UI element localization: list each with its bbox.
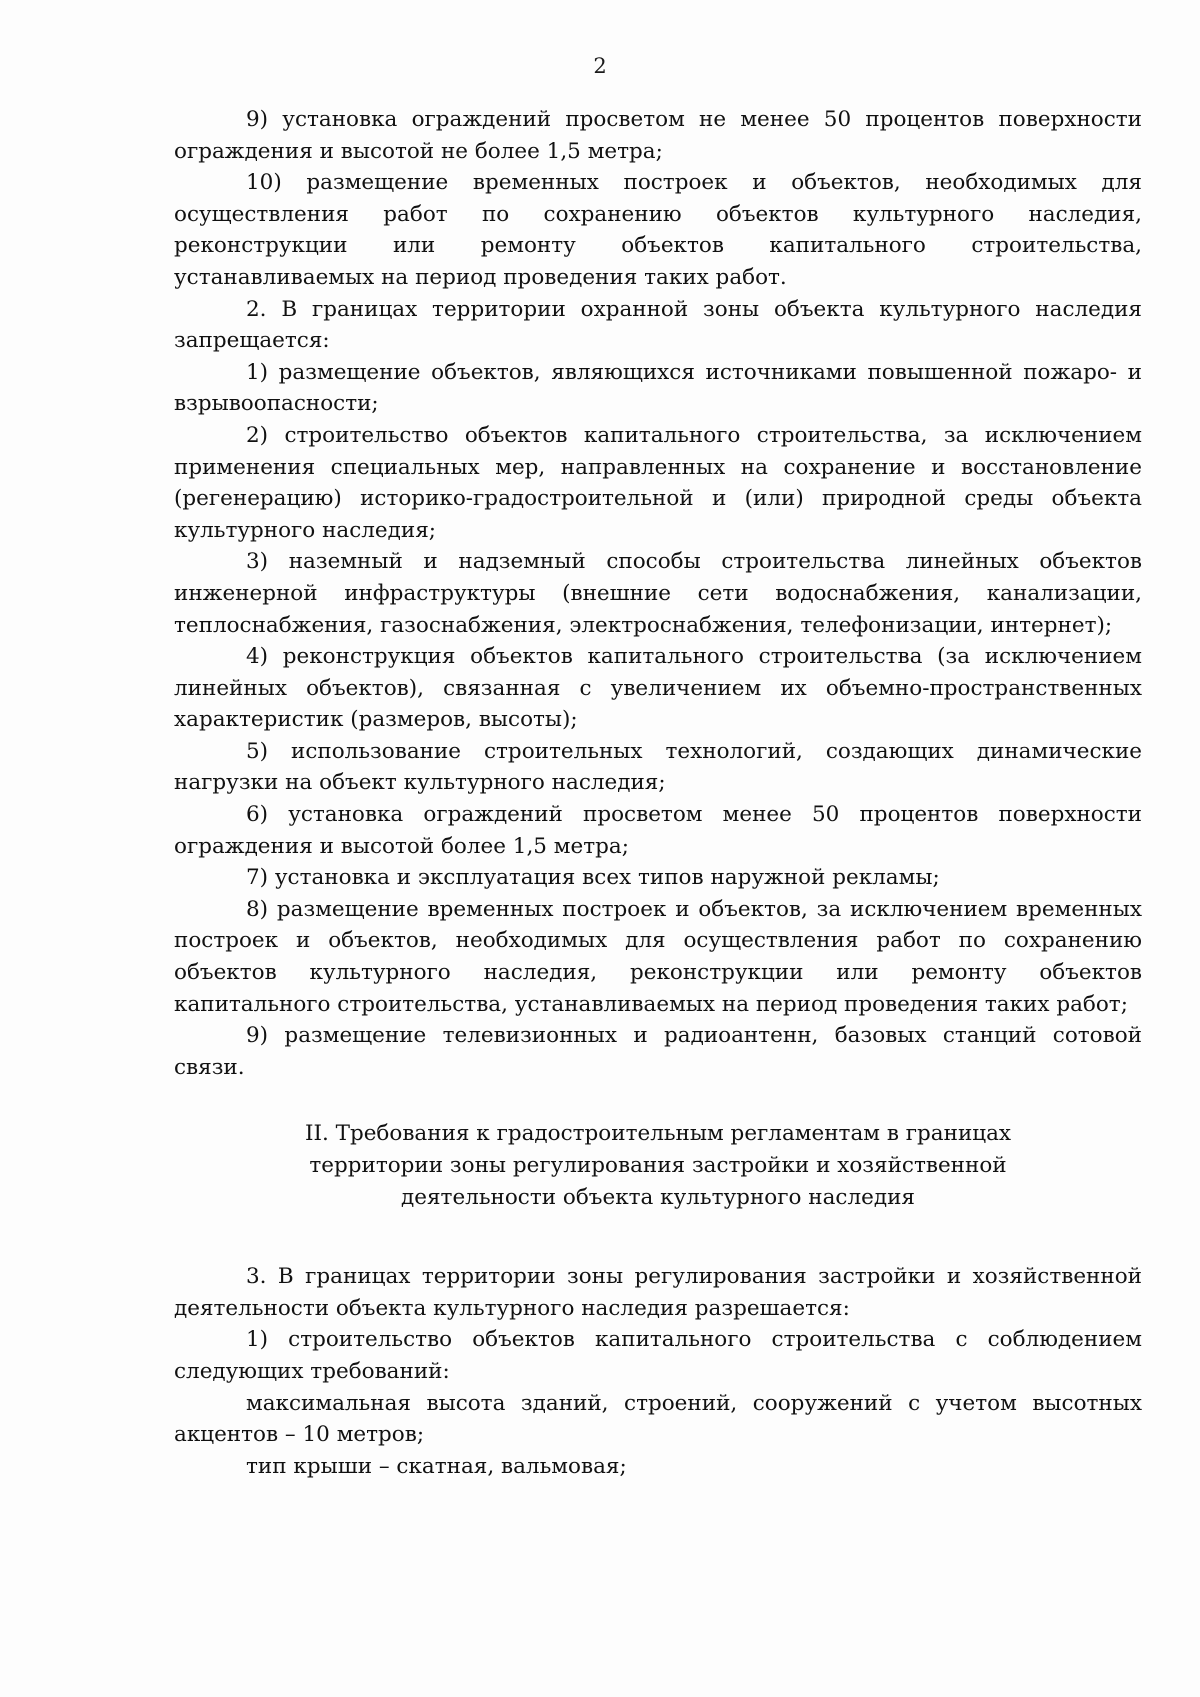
paragraph-prohibited-8: 8) размещение временных построек и объектов, за исключением временных построек и объектов, необходимых для осуществления работ по сохранению объектов культурного наследия, реконструкции или ремонту объектов капитального строительства, устанавливаемых на период проведения таких работ; (174, 896, 1142, 1017)
paragraph-prohibited-2: 2) строительство объектов капитального строительства, за исключением применения специальных мер, направленных на сохранение и восстановление (регенерацию) историко-градостроительной и (или) природной среды объекта культурного наследия; (174, 422, 1142, 543)
paragraph-prohibited-6: 6) установка ограждений просветом менее 50 процентов поверхности ограждения и высотой более 1,5 метра; (174, 802, 1142, 859)
paragraph-clause-3-allowed: 3. В границах территории зоны регулирования застройки и хозяйственной деятельности объекта культурного наследия разрешается: (174, 1264, 1142, 1321)
paragraph-item-10-temporary-buildings: 10) размещение временных построек и объектов, необходимых для осуществления работ по сохранению объектов культурного наследия, реконструкции или ремонту объектов капитального строительства, устанавливаемых на период проведения таких работ. (174, 170, 1142, 290)
paragraph-prohibited-1: 1) размещение объектов, являющихся источниками повышенной пожаро- и взрывоопасности; (174, 359, 1142, 417)
paragraph-clause-2-prohibited: 2. В границах территории охранной зоны объекта культурного наследия запрещается: (174, 296, 1142, 354)
paragraph-roof-type: тип крыши – скатная, вальмовая; (246, 1453, 627, 1479)
paragraph-max-height: максимальная высота зданий, строений, сооружений с учетом высотных акцентов – 10 метров; (174, 1390, 1142, 1448)
page-number: 2 (593, 54, 607, 78)
paragraph-prohibited-3: 3) наземный и надземный способы строительства линейных объектов инженерной инфраструктуры (внешние сети водоснабжения, канализации, теплоснабжения, газоснабжения, электроснабжения, телефонизации, интернет); (174, 549, 1142, 638)
document-body (174, 104, 1142, 1482)
paragraph-prohibited-4: 4) реконструкция объектов капитального строительства (за исключением линейных объектов), связанная с увеличением их объемно-пространственных характеристик (размеров, высоты); (174, 644, 1142, 733)
paragraph-prohibited-9: 9) размещение телевизионных и радиоантенн, базовых станций сотовой связи. (174, 1023, 1142, 1080)
paragraph-allowed-1: 1) строительство объектов капитального строительства с соблюдением следующих требований: (174, 1327, 1142, 1384)
paragraph-prohibited-7: 7) установка и эксплуатация всех типов наружной рекламы; (246, 865, 940, 891)
section-heading: II. Требования к градостроительным регламентам в границах территории зоны регулирования застройки и хозяйственной деятельности объекта культурного наследия (304, 1121, 1012, 1210)
paragraph-prohibited-5: 5) использование строительных технологий, создающих динамические нагрузки на объект культурного наследия; (174, 738, 1142, 796)
paragraph-item-9-fence-allowed: 9) установка ограждений просветом не менее 50 процентов поверхности ограждения и высотой не более 1,5 метра; (174, 107, 1142, 164)
